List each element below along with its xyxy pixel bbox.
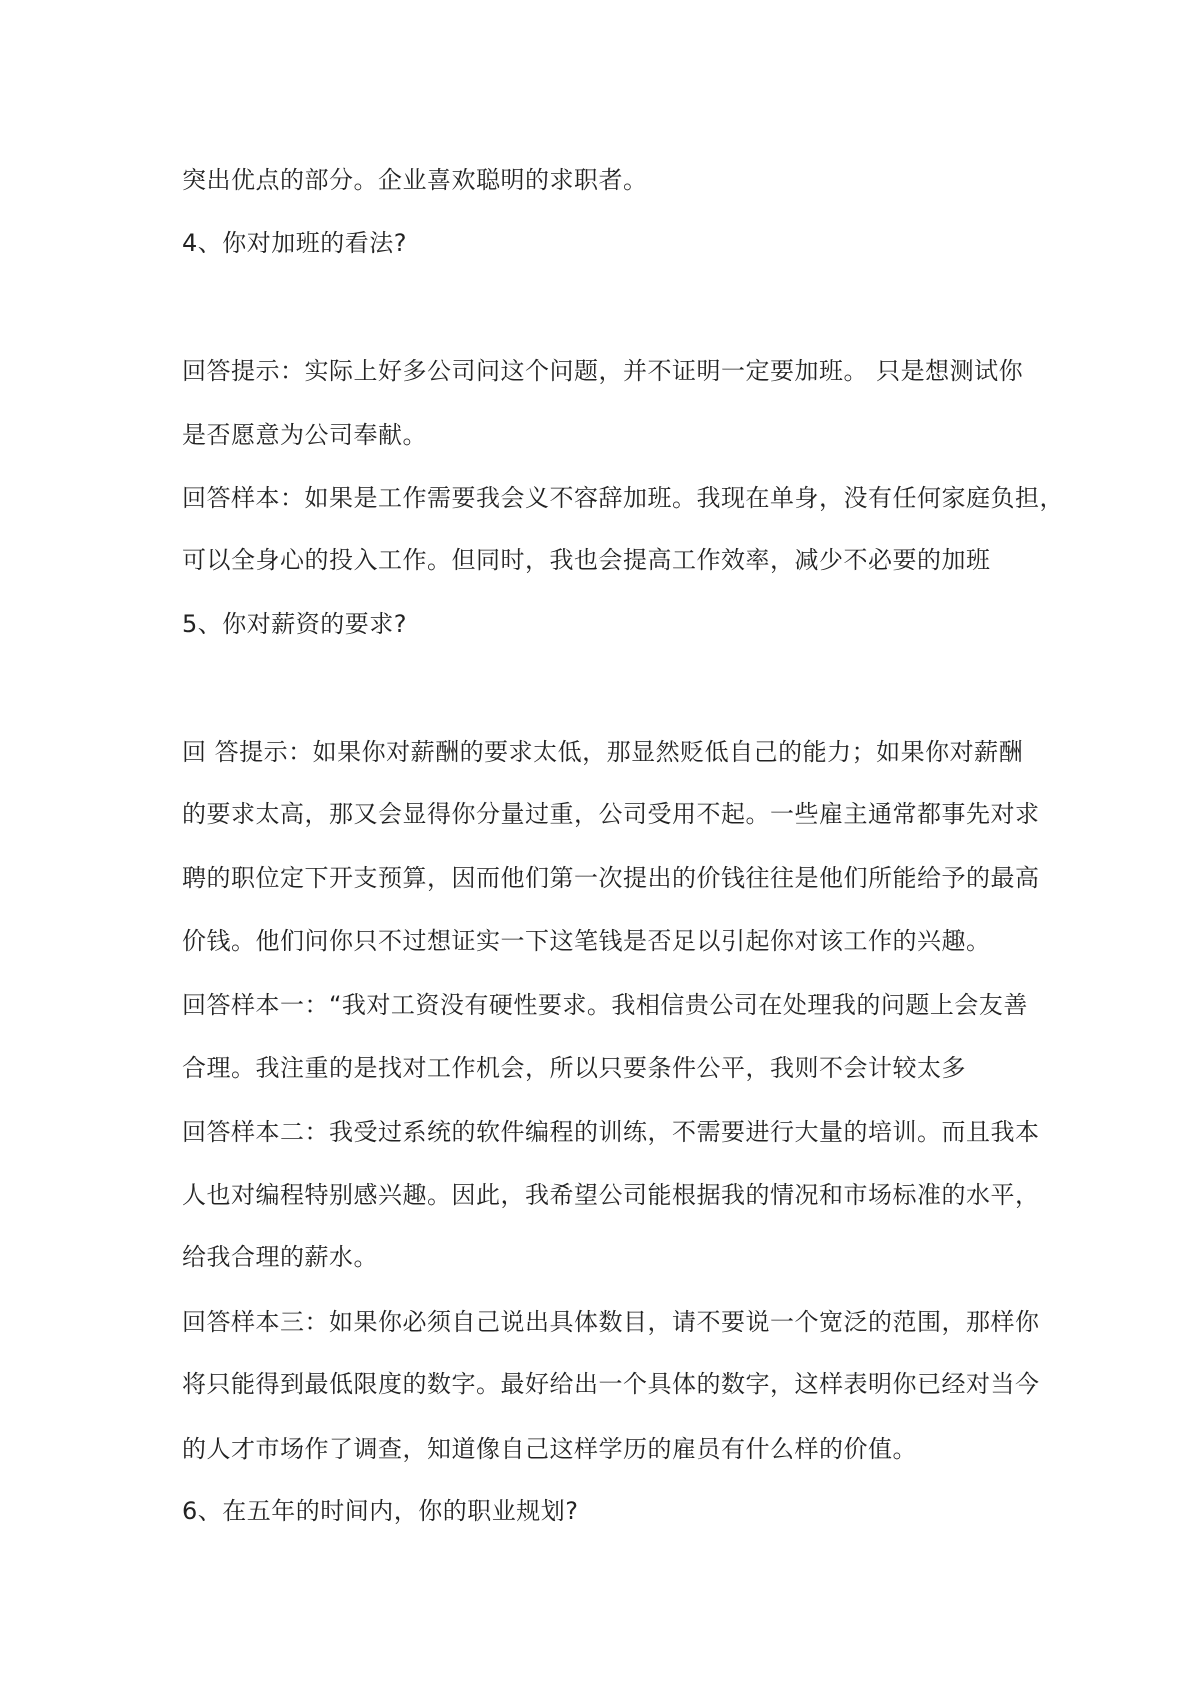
question-heading-6: 6、在五年的时间内，你的职业规划? [182,1497,579,1525]
text-line: 的要求太高，那又会显得你分量过重，公司受用不起。一些雇主通常都事先对求 [182,800,1040,828]
text-line: 聘的职位定下开支预算，因而他们第一次提出的价钱往往是他们所能给予的最高 [182,864,1040,892]
text-line: 将只能得到最低限度的数字。最好给出一个具体的数字，这样表明你已经对当今 [182,1370,1040,1398]
question-heading-5: 5、你对薪资的要求? [182,610,408,638]
text-line: 回答样本一：“我对工资没有硬性要求。我相信贵公司在处理我的问题上会友善 [182,991,1028,1019]
question-heading-4: 4、你对加班的看法? [182,229,408,257]
text-line: 的人才市场作了调查，知道像自己这样学历的雇员有什么样的价值。 [182,1435,917,1463]
text-line: 是否愿意为公司奉献。 [182,421,427,449]
text-line: 回 答提示：如果你对薪酬的要求太低，那显然贬低自己的能力；如果你对薪酬 [182,738,1024,766]
text-line: 合理。我注重的是找对工作机会，所以只要条件公平，我则不会计较太多 [182,1054,966,1082]
text-line: 给我合理的薪水。 [182,1243,378,1271]
text-line: 可以全身心的投入工作。但同时，我也会提高工作效率，减少不必要的加班 [182,546,991,574]
text-line: 回答样本：如果是工作需要我会义不容辞加班。我现在单身，没有任何家庭负担， [182,484,1064,512]
text-line: 人也对编程特别感兴趣。因此，我希望公司能根据我的情况和市场标准的水平， [182,1181,1040,1209]
text-line: 回答样本二：我受过系统的软件编程的训练，不需要进行大量的培训。而且我本 [182,1118,1040,1146]
text-line: 回答样本三：如果你必须自己说出具体数目，请不要说一个宽泛的范围，那样你 [182,1308,1040,1336]
text-line: 回答提示：实际上好多公司问这个问题，并不证明一定要加班。 只是想测试你 [182,357,1024,385]
text-line: 价钱。他们问你只不过想证实一下这笔钱是否足以引起你对该工作的兴趣。 [182,927,991,955]
text-line: 突出优点的部分。企业喜欢聪明的求职者。 [182,166,648,194]
